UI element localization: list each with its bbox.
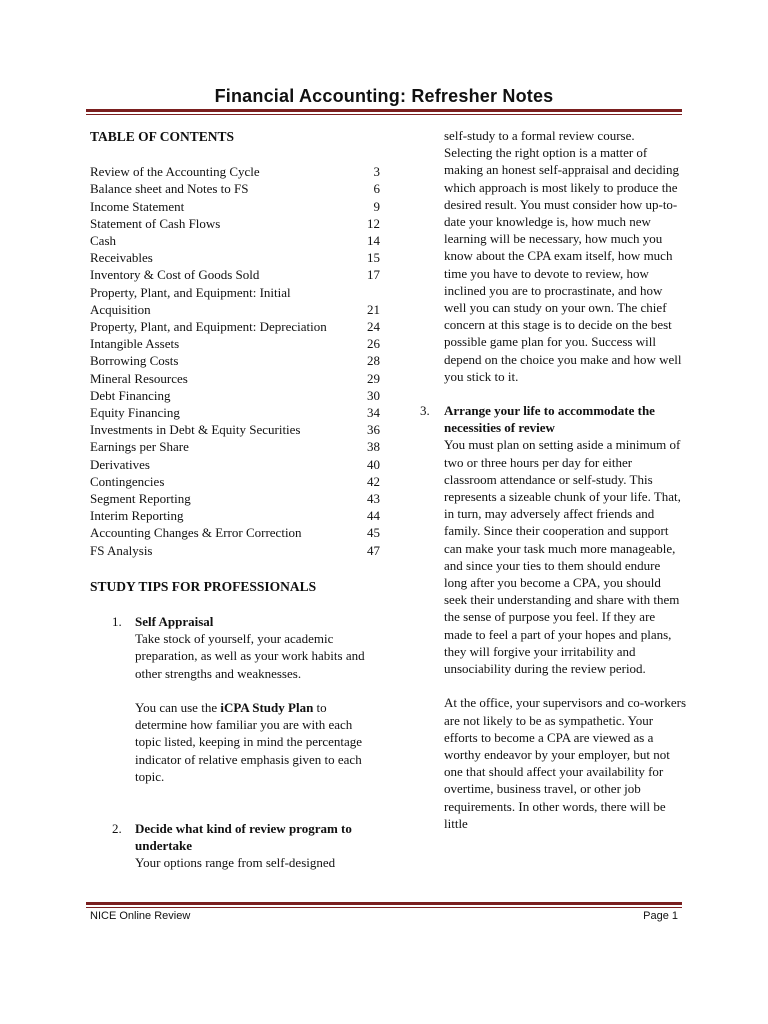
toc-entry-title: Debt Financing xyxy=(90,387,171,403)
toc-entry-page: 36 xyxy=(367,422,380,438)
tip-title: Arrange your life to accommodate the necessities of review xyxy=(444,403,655,436)
study-tips-heading: STUDY TIPS FOR PROFESSIONALS xyxy=(90,578,317,594)
toc-entry xyxy=(90,284,380,318)
tip-paragraph: You can use the iCPA Study Plan to determine how familiar you are with each topic listed, keeping in mind the percentage indicator of relative emphasis given to each topic. xyxy=(135,699,363,784)
toc-entry-title: Segment Reporting xyxy=(90,491,191,507)
toc-entry-page: 40 xyxy=(367,456,380,472)
toc-entry-title: Contingencies xyxy=(90,473,165,489)
toc-entry xyxy=(90,198,380,215)
tip-arrange-life xyxy=(418,402,686,832)
toc-entry-page: 26 xyxy=(367,336,380,352)
toc-entry-page: 12 xyxy=(367,215,380,231)
toc-entry xyxy=(90,438,380,455)
toc-entry xyxy=(90,404,380,421)
tip-number: 3. xyxy=(420,403,430,419)
toc-entry-title: Statement of Cash Flows xyxy=(90,215,221,231)
toc-entry-page: 3 xyxy=(373,164,380,180)
header-rule-thick xyxy=(86,109,682,112)
toc-entry xyxy=(90,180,380,197)
toc-entry xyxy=(90,352,380,369)
toc-entry-title: Earnings per Share xyxy=(90,439,189,455)
toc-entry-title: Accounting Changes & Error Correction xyxy=(90,525,302,541)
toc-heading: TABLE OF CONTENTS xyxy=(90,129,235,144)
toc-entry-title: FS Analysis xyxy=(90,542,153,558)
toc-entry xyxy=(90,456,380,473)
toc-entry-title: Investments in Debt & Equity Securities xyxy=(90,422,301,438)
toc-entry xyxy=(90,215,380,232)
toc-entry-page: 42 xyxy=(367,473,380,489)
toc-entry xyxy=(90,542,380,559)
tip-paragraph: At the office, your supervisors and co-workers are not likely to be as sympathetic. Your efforts to become a CPA are viewed as a worthy endeavor by your employer, but not one that should affect your availability for overtime, business travel, or other job requirements. In other words, there will be little xyxy=(444,695,686,831)
toc-entry-title: Inventory & Cost of Goods Sold xyxy=(90,267,260,283)
study-plan-name: iCPA Study Plan xyxy=(220,699,314,715)
table-of-contents xyxy=(90,163,380,559)
toc-entry-page: 45 xyxy=(367,525,380,541)
toc-entry-page: 44 xyxy=(367,508,380,524)
toc-entry xyxy=(90,318,380,335)
page-title: Financial Accounting: Refresher Notes xyxy=(214,86,554,106)
toc-entry-page: 24 xyxy=(367,319,380,335)
toc-entry-page: 34 xyxy=(367,405,380,421)
toc-entry-title: Borrowing Costs xyxy=(90,353,179,369)
toc-entry-title: Property, Plant, and Equipment: Initial Acquisition xyxy=(90,284,291,317)
tip-self-appraisal xyxy=(90,613,380,785)
toc-entry xyxy=(90,524,380,541)
toc-entry-page: 9 xyxy=(373,198,380,214)
left-column xyxy=(90,128,380,872)
toc-entry-page: 43 xyxy=(367,491,380,507)
tip-paragraph: You must plan on setting aside a minimum of two or three hours per day for either classroom attendance or self-study. This represents a sizeable chunk of your life. That, in turn, may adversely affect friends and family. Since their cooperation and support can make your task much more manageable, and since your ties to them should endure long after you become a CPA, you should seek their understanding and share with them the sense of purpose you feel. If they are made to feel a part of your hopes and plans, they will forgive your irritability and unsociability during the review period. xyxy=(444,437,681,677)
toc-entry-page: 30 xyxy=(367,387,380,403)
toc-entry xyxy=(90,507,380,524)
tip-review-program xyxy=(90,820,380,872)
toc-entry-title: Cash xyxy=(90,233,116,249)
toc-entry-title: Intangible Assets xyxy=(90,336,180,352)
toc-entry-page: 21 xyxy=(367,301,380,317)
toc-entry-title: Balance sheet and Notes to FS xyxy=(90,181,249,197)
tip-number: 1. xyxy=(112,614,122,630)
toc-entry xyxy=(90,473,380,490)
toc-entry-title: Income Statement xyxy=(90,198,185,214)
toc-entry xyxy=(90,163,380,180)
tip-paragraph: Your options range from self-designed xyxy=(135,855,336,871)
toc-entry-title: Property, Plant, and Equipment: Depreciation xyxy=(90,319,327,335)
toc-entry xyxy=(90,335,380,352)
footer-page-number: Page 1 xyxy=(643,910,678,922)
footer-rule-thin xyxy=(86,907,682,908)
toc-entry-title: Equity Financing xyxy=(90,405,180,421)
toc-entry-title: Derivatives xyxy=(90,456,150,472)
tip-number: 2. xyxy=(112,820,122,836)
footer-publisher: NICE Online Review xyxy=(90,910,191,922)
tip-paragraph: Take stock of yourself, your academic preparation, as well as your work habits and other strengths and weaknesses. xyxy=(135,631,365,681)
toc-entry xyxy=(90,387,380,404)
toc-entry-page: 38 xyxy=(367,439,380,455)
toc-entry-title: Review of the Accounting Cycle xyxy=(90,164,260,180)
toc-entry xyxy=(90,370,380,387)
toc-entry-title: Mineral Resources xyxy=(90,370,188,386)
toc-entry-page: 28 xyxy=(367,353,380,369)
toc-entry-page: 17 xyxy=(367,267,380,283)
tip-title: Self Appraisal xyxy=(135,614,214,630)
tip-title: Decide what kind of review program to undertake xyxy=(135,820,352,854)
right-column xyxy=(418,127,686,832)
toc-entry xyxy=(90,232,380,249)
header-rule-thin xyxy=(86,114,682,115)
toc-entry xyxy=(90,266,380,283)
tip-paragraph-continued: self-study to a formal review course. Selecting the right option is a matter of making an honest self-appraisal and deciding which approach is most likely to produce the desired result. You must consider how up-to-date your knowledge is, how much new learning will be necessary, how much you know about the CPA exam itself, how much time you have to devote to review, how inclined you are to procrastinate, and how well you can study on your own. The chief concern at this stage is to decide on the best possible game plan for you. Success will depend on the choice you make and how well you stick to it. xyxy=(444,128,682,384)
toc-entry-page: 6 xyxy=(373,181,380,197)
footer-rule-thick xyxy=(86,902,682,905)
toc-entry-title: Receivables xyxy=(90,250,153,266)
toc-entry xyxy=(90,249,380,266)
toc-entry-page: 15 xyxy=(367,250,380,266)
toc-entry-title: Interim Reporting xyxy=(90,508,184,524)
toc-entry xyxy=(90,421,380,438)
toc-entry-page: 47 xyxy=(367,542,380,558)
toc-entry xyxy=(90,490,380,507)
toc-entry-page: 14 xyxy=(367,233,380,249)
toc-entry-page: 29 xyxy=(367,370,380,386)
